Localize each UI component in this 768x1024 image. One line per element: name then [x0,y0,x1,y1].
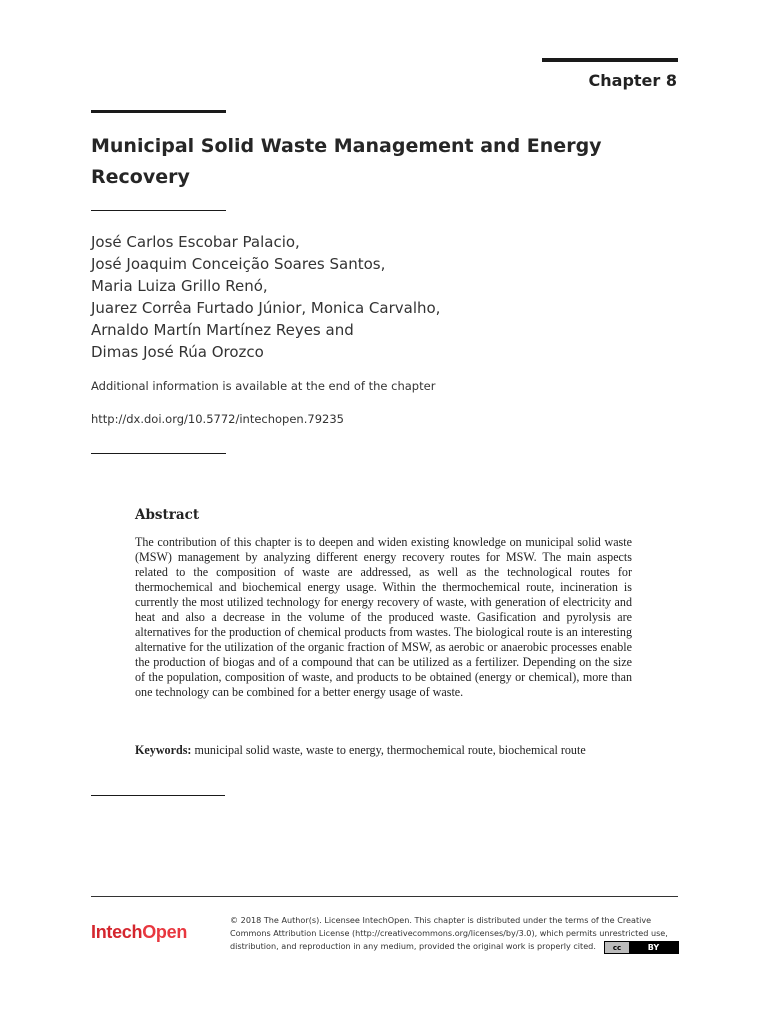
additional-info: Additional information is available at the end of the chapter [91,379,436,393]
author-list [91,231,440,363]
author-line: José Joaquim Conceição Soares Santos, [91,255,386,273]
cc-by-license-icon[interactable] [604,941,679,954]
cc-icon: cc [605,942,629,953]
doi-link[interactable]: http://dx.doi.org/10.5772/intechopen.79235 [91,412,344,426]
author-line: Maria Luiza Grillo Renó, [91,277,268,295]
keywords-text: municipal solid waste, waste to energy, thermochemical route, biochemical route [194,743,586,757]
chapter-rule [542,58,678,62]
keywords [135,743,632,759]
author-line: Juarez Corrêa Furtado Júnior, Monica Carvalho, [91,299,441,317]
author-line: Dimas José Rúa Orozco [91,343,264,361]
doi-bottom-rule [91,453,226,454]
abstract-body: The contribution of this chapter is to deepen and widen existing knowledge on municipal solid waste (MSW) management by analyzing different energy recovery routes for MSW. The main aspects related to the composition of waste are addressed, as well as the technological routes for thermochemical and biochemical energy usage. Within the thermochemical route, incineration is currently the most utilized technology for energy recovery of waste, with generation of electricity and heat and also a decrease in the volume of the produced waste. Gasification and pyrolysis are alternatives for the production of chemical products from wastes. The biological route is an interesting alternative for the utilization of the organic fraction of MSW, as aerobic or anaerobic processes enable the production of biogas and of a compound that can be utilized as a fertilizer. Depending on the size of the population, composition of waste, and products to be obtained (energy or chemical), more than one technology can be combined for a better energy usage of waste. [135,535,632,700]
footer-rule [91,896,678,897]
license-text: © 2018 The Author(s). Licensee IntechOpen. This chapter is distributed under the terms of the Creative Commons Attribution License (http://creativecommons.org/licenses/by/3.0), which permits unrestricted use, distribution, and reproduction in any medium, provided the original work is properly cited. [230,915,668,951]
author-line: José Carlos Escobar Palacio, [91,233,300,251]
abstract-heading: Abstract [135,507,200,523]
chapter-label: Chapter 8 [588,71,677,90]
publisher-logo-intech: Intech [91,922,143,942]
title-bottom-rule [91,210,226,211]
author-line: Arnaldo Martín Martínez Reyes and [91,321,354,339]
title-top-rule [91,110,226,113]
keywords-bottom-rule [91,795,225,796]
page-title: Municipal Solid Waste Management and Energy Recovery [91,135,602,188]
publisher-logo-open: Open [142,922,188,942]
keywords-label: Keywords: [135,743,192,757]
publisher-logo[interactable] [91,922,187,943]
by-icon: BY [647,943,660,952]
